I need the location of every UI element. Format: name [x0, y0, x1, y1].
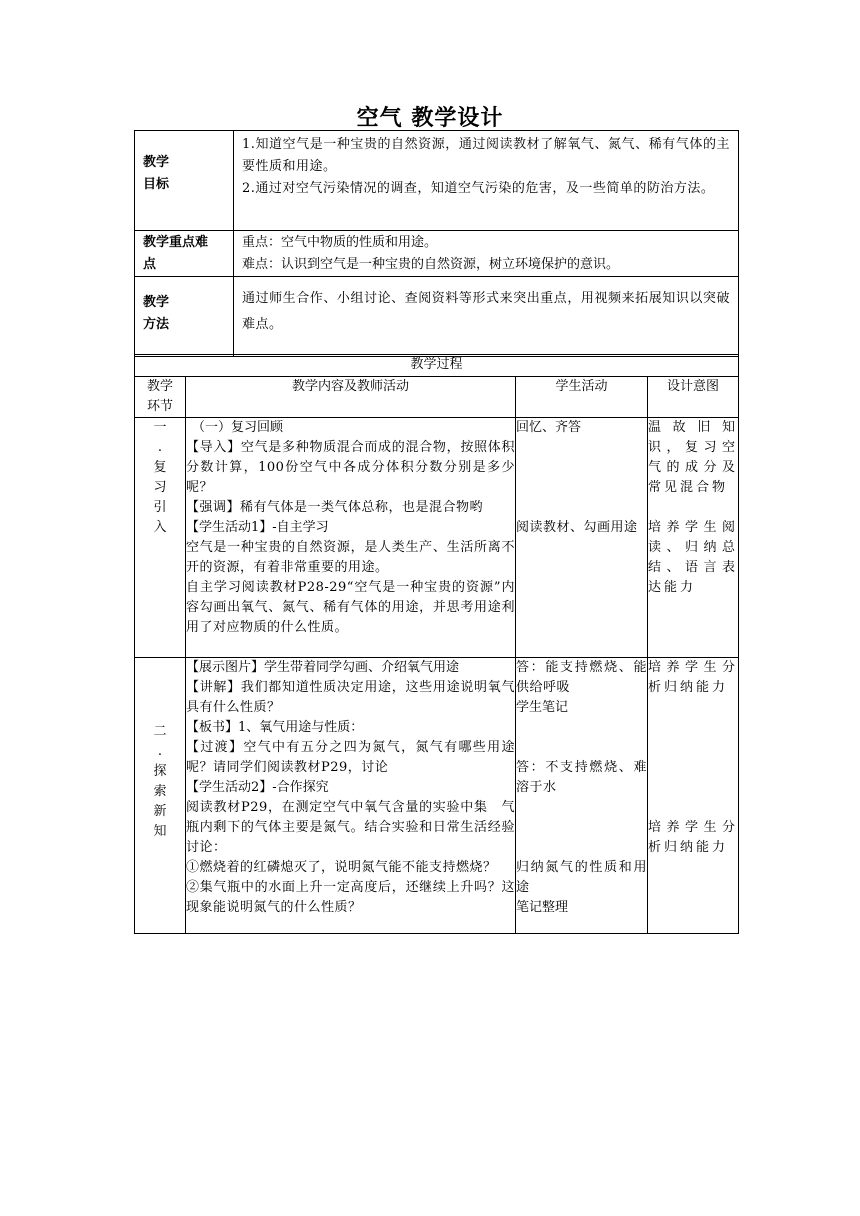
stage-char: 探	[153, 764, 167, 779]
intent-cell-review	[648, 418, 739, 658]
content-line: 【讲解】我们都知道性质决定用途，这些用途说明氧气具有什么性质？	[186, 680, 515, 715]
key-row	[135, 231, 739, 277]
content-line: 【板书】1、氧气用途与性质：	[186, 720, 364, 735]
goal-label-line-2: 目标	[143, 177, 170, 192]
stage-char: .	[157, 744, 163, 759]
intent-cell-explore	[648, 658, 739, 934]
intent-line: 温故旧知识，复习空气的成分及常见混合物	[648, 420, 739, 495]
stage-char: 习	[153, 480, 167, 495]
goal-row	[135, 131, 739, 231]
key-point-line: 重点：空气中物质的性质和用途。	[242, 235, 438, 250]
student-cell-explore	[516, 658, 648, 934]
content-cell-review	[186, 418, 516, 658]
stage-cell-explore	[135, 658, 186, 934]
stage-row-explore	[135, 658, 739, 934]
header-stage-line-1: 教学	[146, 379, 173, 394]
intent-line: 培养学生分析归纳能力	[648, 820, 739, 855]
content-line: 空气是一种宝贵的自然资源，是人类生产、生活所离不开的资源，有着非常重要的用途。	[186, 540, 515, 575]
content-line: 自主学习阅读教材P28-29“空气是一种宝贵的资源”内容勾画出氧气、氮气、稀有气体的用途，并思考用途利用了对应物质的什么性质。	[186, 580, 515, 635]
stage-cell-review	[135, 418, 186, 658]
stage-char: 二	[153, 724, 167, 739]
content-line: ②集气瓶中的水面上升一定高度后，还继续上升吗？这现象能说明氮气的什么性质？	[186, 880, 515, 915]
stage-row-review	[135, 418, 739, 658]
method-label-line-1: 教学	[143, 295, 170, 310]
process-title: 教学过程	[135, 355, 739, 377]
content-line: 【学生活动1】-自主学习	[186, 520, 329, 535]
process-title-row	[135, 355, 739, 377]
header-intent: 设计意图	[648, 377, 739, 418]
method-row	[135, 277, 739, 357]
stage-char: 索	[153, 784, 167, 799]
header-stage-line-2: 环节	[146, 399, 173, 414]
student-line: 回忆、齐答	[516, 420, 582, 435]
process-header-row	[135, 377, 739, 418]
content-line: 阅读教材P29，在测定空气中氧气含量的实验中集 气瓶内剩下的气体主要是氮气。结合实验和日常生活经验讨论：	[186, 800, 515, 855]
goal-line-1: 1.知道空气是一种宝贵的自然资源，通过阅读教材了解氧气、氮气、稀有气体的主要性质和用途。	[242, 137, 730, 174]
stage-char: 引	[153, 500, 167, 515]
key-label-line-2: 点	[143, 257, 157, 272]
stage-char: 入	[153, 520, 167, 535]
student-line: 笔记整理	[516, 900, 569, 915]
stage-char: .	[157, 440, 163, 455]
header-stage	[135, 377, 186, 418]
goal-label-line-1: 教学	[143, 155, 170, 170]
content-line: 【过渡】空气中有五分之四为氮气，氮气有哪些用途呢？请同学们阅读教材P29，讨论	[186, 740, 515, 775]
info-table	[134, 130, 739, 357]
student-line: 阅读教材、勾画用途	[516, 520, 638, 535]
method-text: 通过师生合作、小组讨论、查阅资料等形式来突出重点，用视频来拓展知识以突破难点。	[242, 291, 730, 332]
stage-char: 知	[153, 824, 167, 839]
goal-content-cell	[234, 131, 739, 231]
header-content: 教学内容及教师活动	[186, 377, 516, 418]
method-label-cell	[135, 277, 234, 357]
content-line: （一）复习回顾	[192, 420, 284, 435]
student-line: 归纳氮气的性质和用途	[516, 860, 647, 895]
key-label-cell	[135, 231, 234, 277]
content-line: 【导入】空气是多种物质混合而成的混合物，按照体积分数计算，100份空气中各成分体积分数分别是多少呢？	[186, 440, 515, 495]
content-line: 【强调】稀有气体是一类气体总称，也是混合物哟	[186, 500, 484, 515]
method-label-line-2: 方法	[143, 317, 170, 332]
key-label-line-1: 教学重点难	[143, 235, 209, 250]
content-line: ①燃烧着的红磷熄灭了，说明氮气能不能支持燃烧？	[186, 860, 497, 875]
difficult-point-line: 难点：认识到空气是一种宝贵的自然资源，树立环境保护的意识。	[242, 257, 620, 272]
stage-char: 一	[153, 420, 167, 435]
goal-line-2: 2.通过对空气污染情况的调查，知道空气污染的危害，及一些简单的防治方法。	[242, 181, 715, 196]
content-line: 【展示图片】学生带着同学勾画、介绍氧气用途	[186, 660, 460, 675]
page-title: 空气 教学设计	[356, 105, 504, 131]
stage-char: 复	[153, 460, 167, 475]
content-line: 【学生活动2】-合作探究	[186, 780, 329, 795]
student-line: 学生笔记	[516, 700, 569, 715]
header-student: 学生活动	[516, 377, 648, 418]
method-content-cell	[234, 277, 739, 357]
intent-line: 培养学生阅读、归纳总结、语言表达能力	[648, 520, 739, 595]
student-line: 答：不支持燃烧、难溶于水	[516, 760, 647, 795]
stage-char: 新	[153, 804, 167, 819]
content-cell-explore	[186, 658, 516, 934]
key-content-cell	[234, 231, 739, 277]
process-table	[134, 354, 739, 934]
goal-label-cell	[135, 131, 234, 231]
student-line: 答：能支持燃烧、能供给呼吸	[516, 660, 647, 695]
intent-line: 培养学生分析归纳能力	[648, 660, 739, 695]
student-cell-review	[516, 418, 648, 658]
